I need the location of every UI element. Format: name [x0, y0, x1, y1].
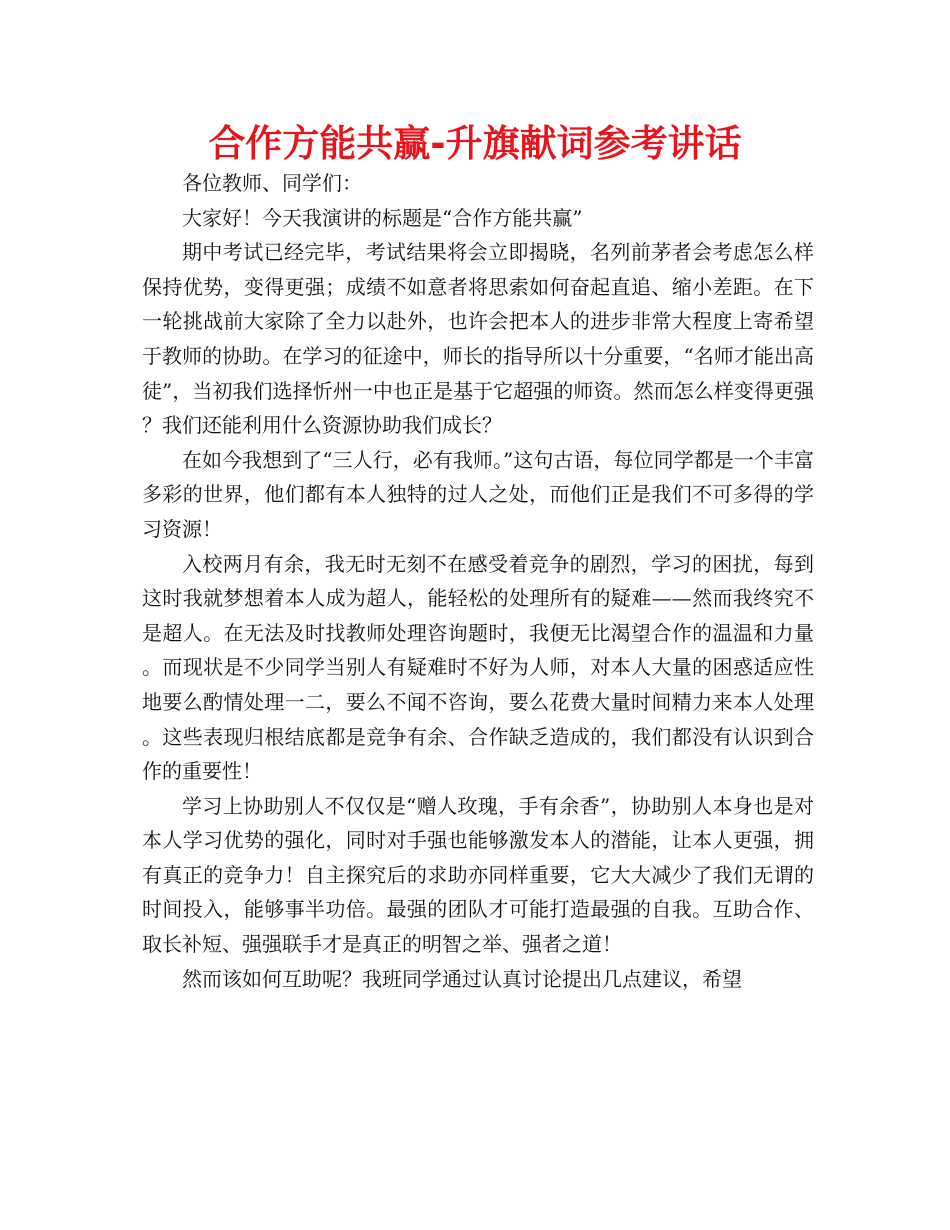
paragraph: 期中考试已经完毕，考试结果将会立即揭晓，名列前茅者会考虑怎么样保持优势，变得更强；成绩不如意者将思索如何奋起直追、缩小差距。在下一轮挑战前大家除了全力以赴外，也许会把本人的进步非常大程度上寄希望于教师的协助。在学习的征途中，师长的指导所以十分重要，“名师才能出高徒”，当初我们选择忻州一中也正是基于它超强的师资。然而怎么样变得更强？我们还能利用什么资源协助我们成长？ [142, 240, 814, 438]
paragraph: 学习上协助别人不仅仅是“赠人玫瑰，手有余香”，协助别人本身也是对本人学习优势的强化，同时对手强也能够激发本人的潜能，让本人更强，拥有真正的竞争力！自主探究后的求助亦同样重要，它大大减少了我们无谓的时间投入，能够事半功倍。最强的团队才可能打造最强的自我。互助合作、取长补短、强强联手才是真正的明智之举、强者之道！ [142, 793, 814, 957]
paragraph-greeting: 各位教师、同学们： [182, 171, 362, 195]
paragraph: 入校两月有余，我无时无刻不在感受着竞争的剧烈，学习的困扰，每到这时我就梦想着本人成为超人，能轻松的处理所有的疑难——然而我终究不是超人。在无法及时找教师处理咨询题时，我便无比渴望合作的温温和力量。而现状是不少同学当别人有疑难时不好为人师，对本人大量的困惑适应性地要么酌情处理一二，要么不闻不咨询，要么花费大量时间精力来本人处理。这些表现归根结底都是竞争有余、合作缺乏造成的，我们都没有认识到合作的重要性！ [142, 551, 814, 784]
document-body [142, 166, 814, 996]
paragraph: 然而该如何互助呢？我班同学通过认真讨论提出几点建议，希望 [182, 966, 742, 991]
paragraph: 在如今我想到了“三人行，必有我师。”这句古语，每位同学都是一个丰富多彩的世界，他们都有本人独特的过人之处，而他们正是我们不可多得的学习资源！ [142, 447, 814, 541]
document-title: 合作方能共赢-升旗献词参考讲话 [208, 122, 742, 165]
paragraph-opening: 大家好！今天我演讲的标题是“合作方能共赢” [182, 205, 583, 230]
